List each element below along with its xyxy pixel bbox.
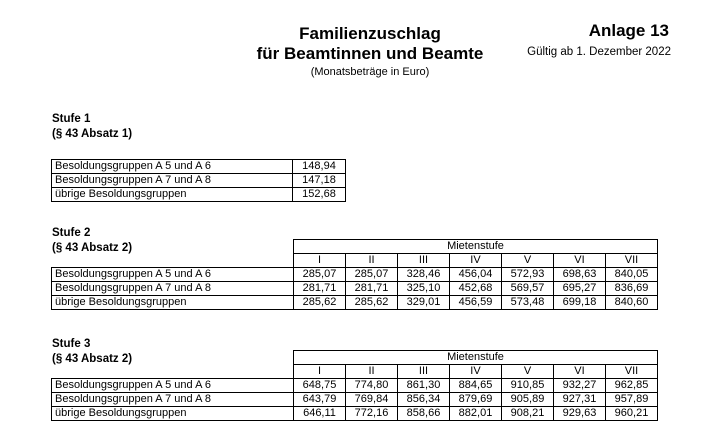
cell: 858,66 — [398, 407, 450, 421]
row-label: übrige Besoldungsgruppen — [52, 296, 294, 310]
stufe1-ref: (§ 43 Absatz 1) — [52, 128, 133, 140]
stufe1-table — [51, 159, 346, 202]
cell: 569,57 — [502, 282, 554, 296]
table-row — [52, 268, 658, 282]
column-header: III — [398, 365, 450, 379]
column-header: V — [502, 365, 554, 379]
cell: 328,46 — [398, 268, 450, 282]
stufe3-title: Stufe 3 — [52, 338, 91, 350]
row-label: Besoldungsgruppen A 7 und A 8 — [52, 282, 294, 296]
cell: 840,05 — [606, 268, 658, 282]
cell: 908,21 — [502, 407, 554, 421]
table-row — [52, 296, 658, 310]
table-row — [52, 160, 346, 174]
column-header: VI — [554, 254, 606, 268]
validity-date: Gültig ab 1. Dezember 2022 — [527, 46, 671, 58]
table-row — [52, 188, 346, 202]
page-title-line-1: Familienzuschlag — [299, 24, 441, 43]
column-header: VI — [554, 365, 606, 379]
row-label: Besoldungsgruppen A 7 und A 8 — [52, 174, 293, 188]
stufe3-table — [51, 350, 658, 421]
column-header: I — [294, 365, 346, 379]
page-subtitle: (Monatsbeträge in Euro) — [310, 66, 430, 78]
table-row — [52, 174, 346, 188]
page-title-line-2: für Beamtinnen und Beamte — [256, 44, 484, 63]
cell: 929,63 — [554, 407, 606, 421]
cell: 882,01 — [450, 407, 502, 421]
group-header: Mietenstufe — [294, 351, 658, 365]
stufe2-ref: (§ 43 Absatz 2) — [52, 242, 133, 254]
cell: 285,62 — [294, 296, 346, 310]
cell: 285,07 — [294, 268, 346, 282]
cell: 281,71 — [346, 282, 398, 296]
cell: 456,04 — [450, 268, 502, 282]
cell: 772,16 — [346, 407, 398, 421]
row-value: 152,68 — [293, 188, 346, 202]
cell: 325,10 — [398, 282, 450, 296]
row-value: 147,18 — [293, 174, 346, 188]
stufe2-title: Stufe 2 — [52, 227, 91, 239]
table-column-row — [52, 365, 658, 379]
table-header-row — [52, 351, 658, 365]
cell: 643,79 — [294, 393, 346, 407]
table-row — [52, 393, 658, 407]
table-row — [52, 407, 658, 421]
column-header: IV — [450, 254, 502, 268]
stufe2-table — [51, 239, 658, 310]
cell: 836,69 — [606, 282, 658, 296]
cell: 856,34 — [398, 393, 450, 407]
row-label: Besoldungsgruppen A 5 und A 6 — [52, 160, 293, 174]
cell: 769,84 — [346, 393, 398, 407]
cell: 699,18 — [554, 296, 606, 310]
table-column-row — [52, 254, 658, 268]
cell: 646,11 — [294, 407, 346, 421]
column-header: V — [502, 254, 554, 268]
group-header: Mietenstufe — [294, 240, 658, 254]
cell: 648,75 — [294, 379, 346, 393]
cell: 840,60 — [606, 296, 658, 310]
column-header: VII — [606, 365, 658, 379]
table-row — [52, 282, 658, 296]
cell: 329,01 — [398, 296, 450, 310]
cell: 962,85 — [606, 379, 658, 393]
cell: 774,80 — [346, 379, 398, 393]
cell: 573,48 — [502, 296, 554, 310]
cell: 957,89 — [606, 393, 658, 407]
cell: 910,85 — [502, 379, 554, 393]
cell: 960,21 — [606, 407, 658, 421]
cell: 861,30 — [398, 379, 450, 393]
column-header: VII — [606, 254, 658, 268]
table-header-row — [52, 240, 658, 254]
cell: 452,68 — [450, 282, 502, 296]
stufe3-ref: (§ 43 Absatz 2) — [52, 353, 133, 365]
table-row — [52, 379, 658, 393]
row-value: 148,94 — [293, 160, 346, 174]
cell: 456,59 — [450, 296, 502, 310]
cell: 879,69 — [450, 393, 502, 407]
cell: 905,89 — [502, 393, 554, 407]
cell: 281,71 — [294, 282, 346, 296]
row-label: Besoldungsgruppen A 7 und A 8 — [52, 393, 294, 407]
column-header: I — [294, 254, 346, 268]
cell: 285,62 — [346, 296, 398, 310]
stufe1-title: Stufe 1 — [52, 113, 91, 125]
column-header: II — [346, 365, 398, 379]
cell: 698,63 — [554, 268, 606, 282]
row-label: Besoldungsgruppen A 5 und A 6 — [52, 268, 294, 282]
row-label: übrige Besoldungsgruppen — [52, 407, 294, 421]
cell: 285,07 — [346, 268, 398, 282]
row-label: Besoldungsgruppen A 5 und A 6 — [52, 379, 294, 393]
cell: 932,27 — [554, 379, 606, 393]
cell: 572,93 — [502, 268, 554, 282]
row-label: übrige Besoldungsgruppen — [52, 188, 293, 202]
cell: 927,31 — [554, 393, 606, 407]
cell: 884,65 — [450, 379, 502, 393]
column-header: III — [398, 254, 450, 268]
cell: 695,27 — [554, 282, 606, 296]
annex-label: Anlage 13 — [588, 21, 669, 40]
column-header: IV — [450, 365, 502, 379]
column-header: II — [346, 254, 398, 268]
